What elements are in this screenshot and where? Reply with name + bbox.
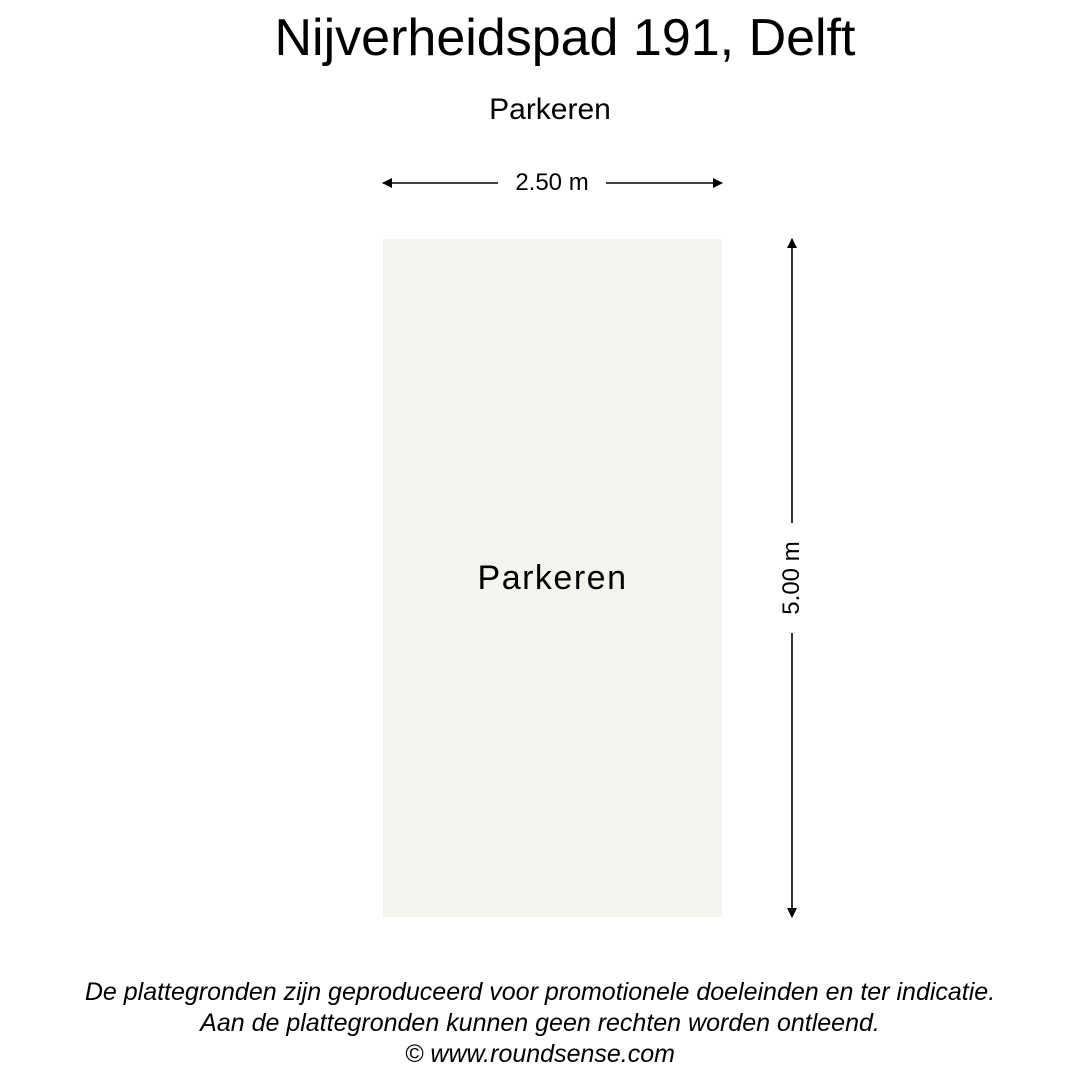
copyright-link[interactable]: © www.roundsense.com (405, 1040, 675, 1068)
room-label: Parkeren (477, 559, 628, 597)
disclaimer-line-2: Aan de plattegronden kunnen geen rechten worden ontleend. (200, 1009, 880, 1037)
floor-name: Parkeren (489, 93, 611, 126)
depth-dimension-label: 5.00 m (777, 523, 807, 633)
disclaimer-line-1: De plattegronden zijn geproduceerd voor promotionele doeleinden en ter indicatie. (84, 978, 996, 1006)
width-dimension-label: 2.50 m (498, 168, 606, 198)
page-title: Nijverheidspad 191, Delft (274, 9, 856, 67)
